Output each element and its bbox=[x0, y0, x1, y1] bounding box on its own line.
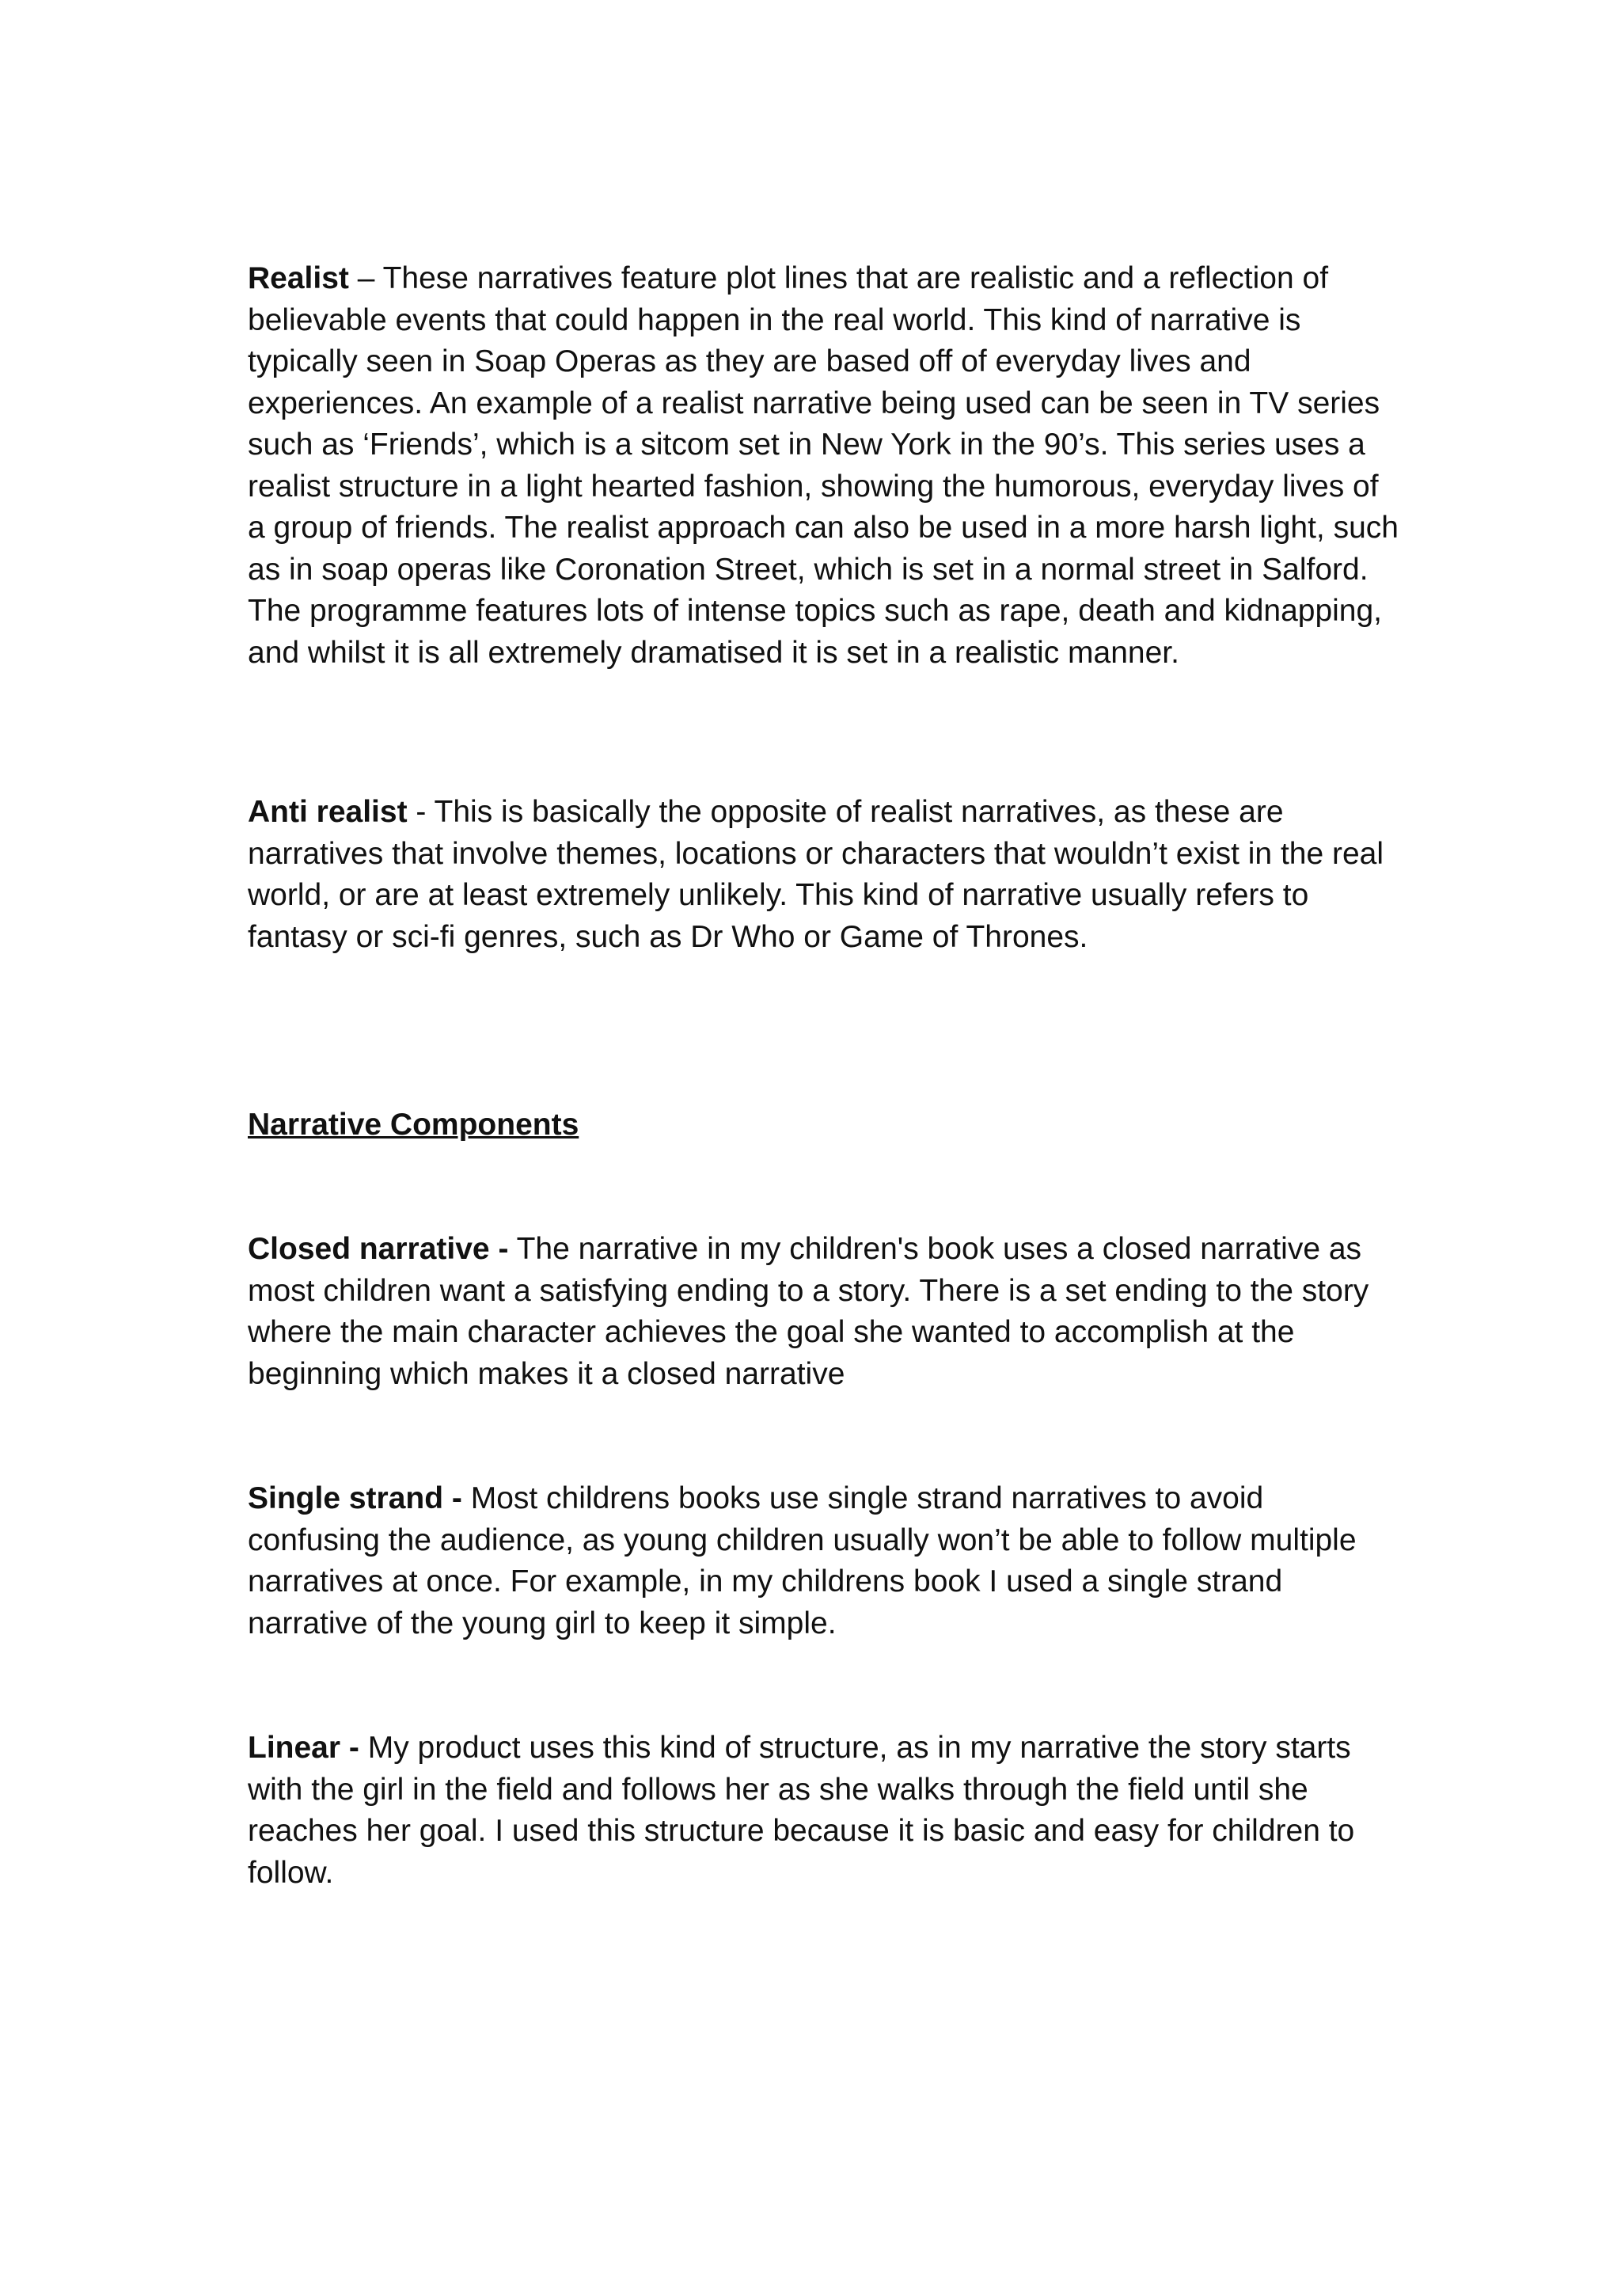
linear-term: Linear - bbox=[248, 1731, 359, 1765]
realist-term: Realist bbox=[248, 261, 349, 295]
realist-paragraph bbox=[248, 258, 1403, 674]
linear-paragraph bbox=[248, 1728, 1403, 1894]
closed-narrative-body: The narrative in my children's book uses a closed narrative as most children want a satisfying ending to a story. There is a set ending to the story where the main character achieves the goal she wanted to accomplish at the beginning which makes it a closed narrative bbox=[248, 1232, 1369, 1391]
anti-realist-body: This is basically the opposite of realist narratives, as these are narratives that involve themes, locations or characters that wouldn’t exist in the real world, or are at least extremely unlikely. This kind of narrative usually refers to fantasy or sci-fi genres, such as Dr Who or Game of Thrones. bbox=[248, 795, 1384, 954]
closed-narrative-term: Closed narrative - bbox=[248, 1232, 509, 1266]
narrative-components-heading: Narrative Components bbox=[248, 1108, 579, 1142]
anti-realist-term: Anti realist bbox=[248, 795, 408, 829]
linear-body: My product uses this kind of structure, as in my narrative the story starts with the girl in the field and follows her as she walks through the field until she reaches her goal. I used this structure because it is basic and easy for children to follow. bbox=[248, 1731, 1355, 1890]
closed-narrative-paragraph bbox=[248, 1229, 1403, 1395]
realist-body: These narratives feature plot lines that are realistic and a reflection of believable events that could happen in the real world. This kind of narrative is typically seen in Soap Operas as they are based off of everyday lives and experiences. An example of a realist narrative being used can be seen in TV series such as ‘Friends’, which is a sitcom set in New York in the 90’s. This series uses a realist structure in a light hearted fashion, showing the humorous, everyday lives of a group of friends. The realist approach can also be used in a more harsh light, such as in soap operas like Coronation Street, which is set in a normal street in Salford. The programme features lots of intense topics such as rape, death and kidnapping, and whilst it is all extremely dramatised it is set in a realistic manner. bbox=[248, 261, 1399, 670]
anti-realist-paragraph bbox=[248, 792, 1403, 958]
realist-separator: – bbox=[348, 261, 383, 295]
anti-realist-separator: - bbox=[407, 795, 435, 829]
single-strand-term: Single strand - bbox=[248, 1481, 462, 1515]
single-strand-paragraph bbox=[248, 1478, 1403, 1644]
single-strand-body: Most childrens books use single strand narratives to avoid confusing the audience, as young children usually won’t be able to follow multiple narratives at once. For example, in my childrens book I used a single strand narrative of the young girl to keep it simple. bbox=[248, 1481, 1357, 1640]
